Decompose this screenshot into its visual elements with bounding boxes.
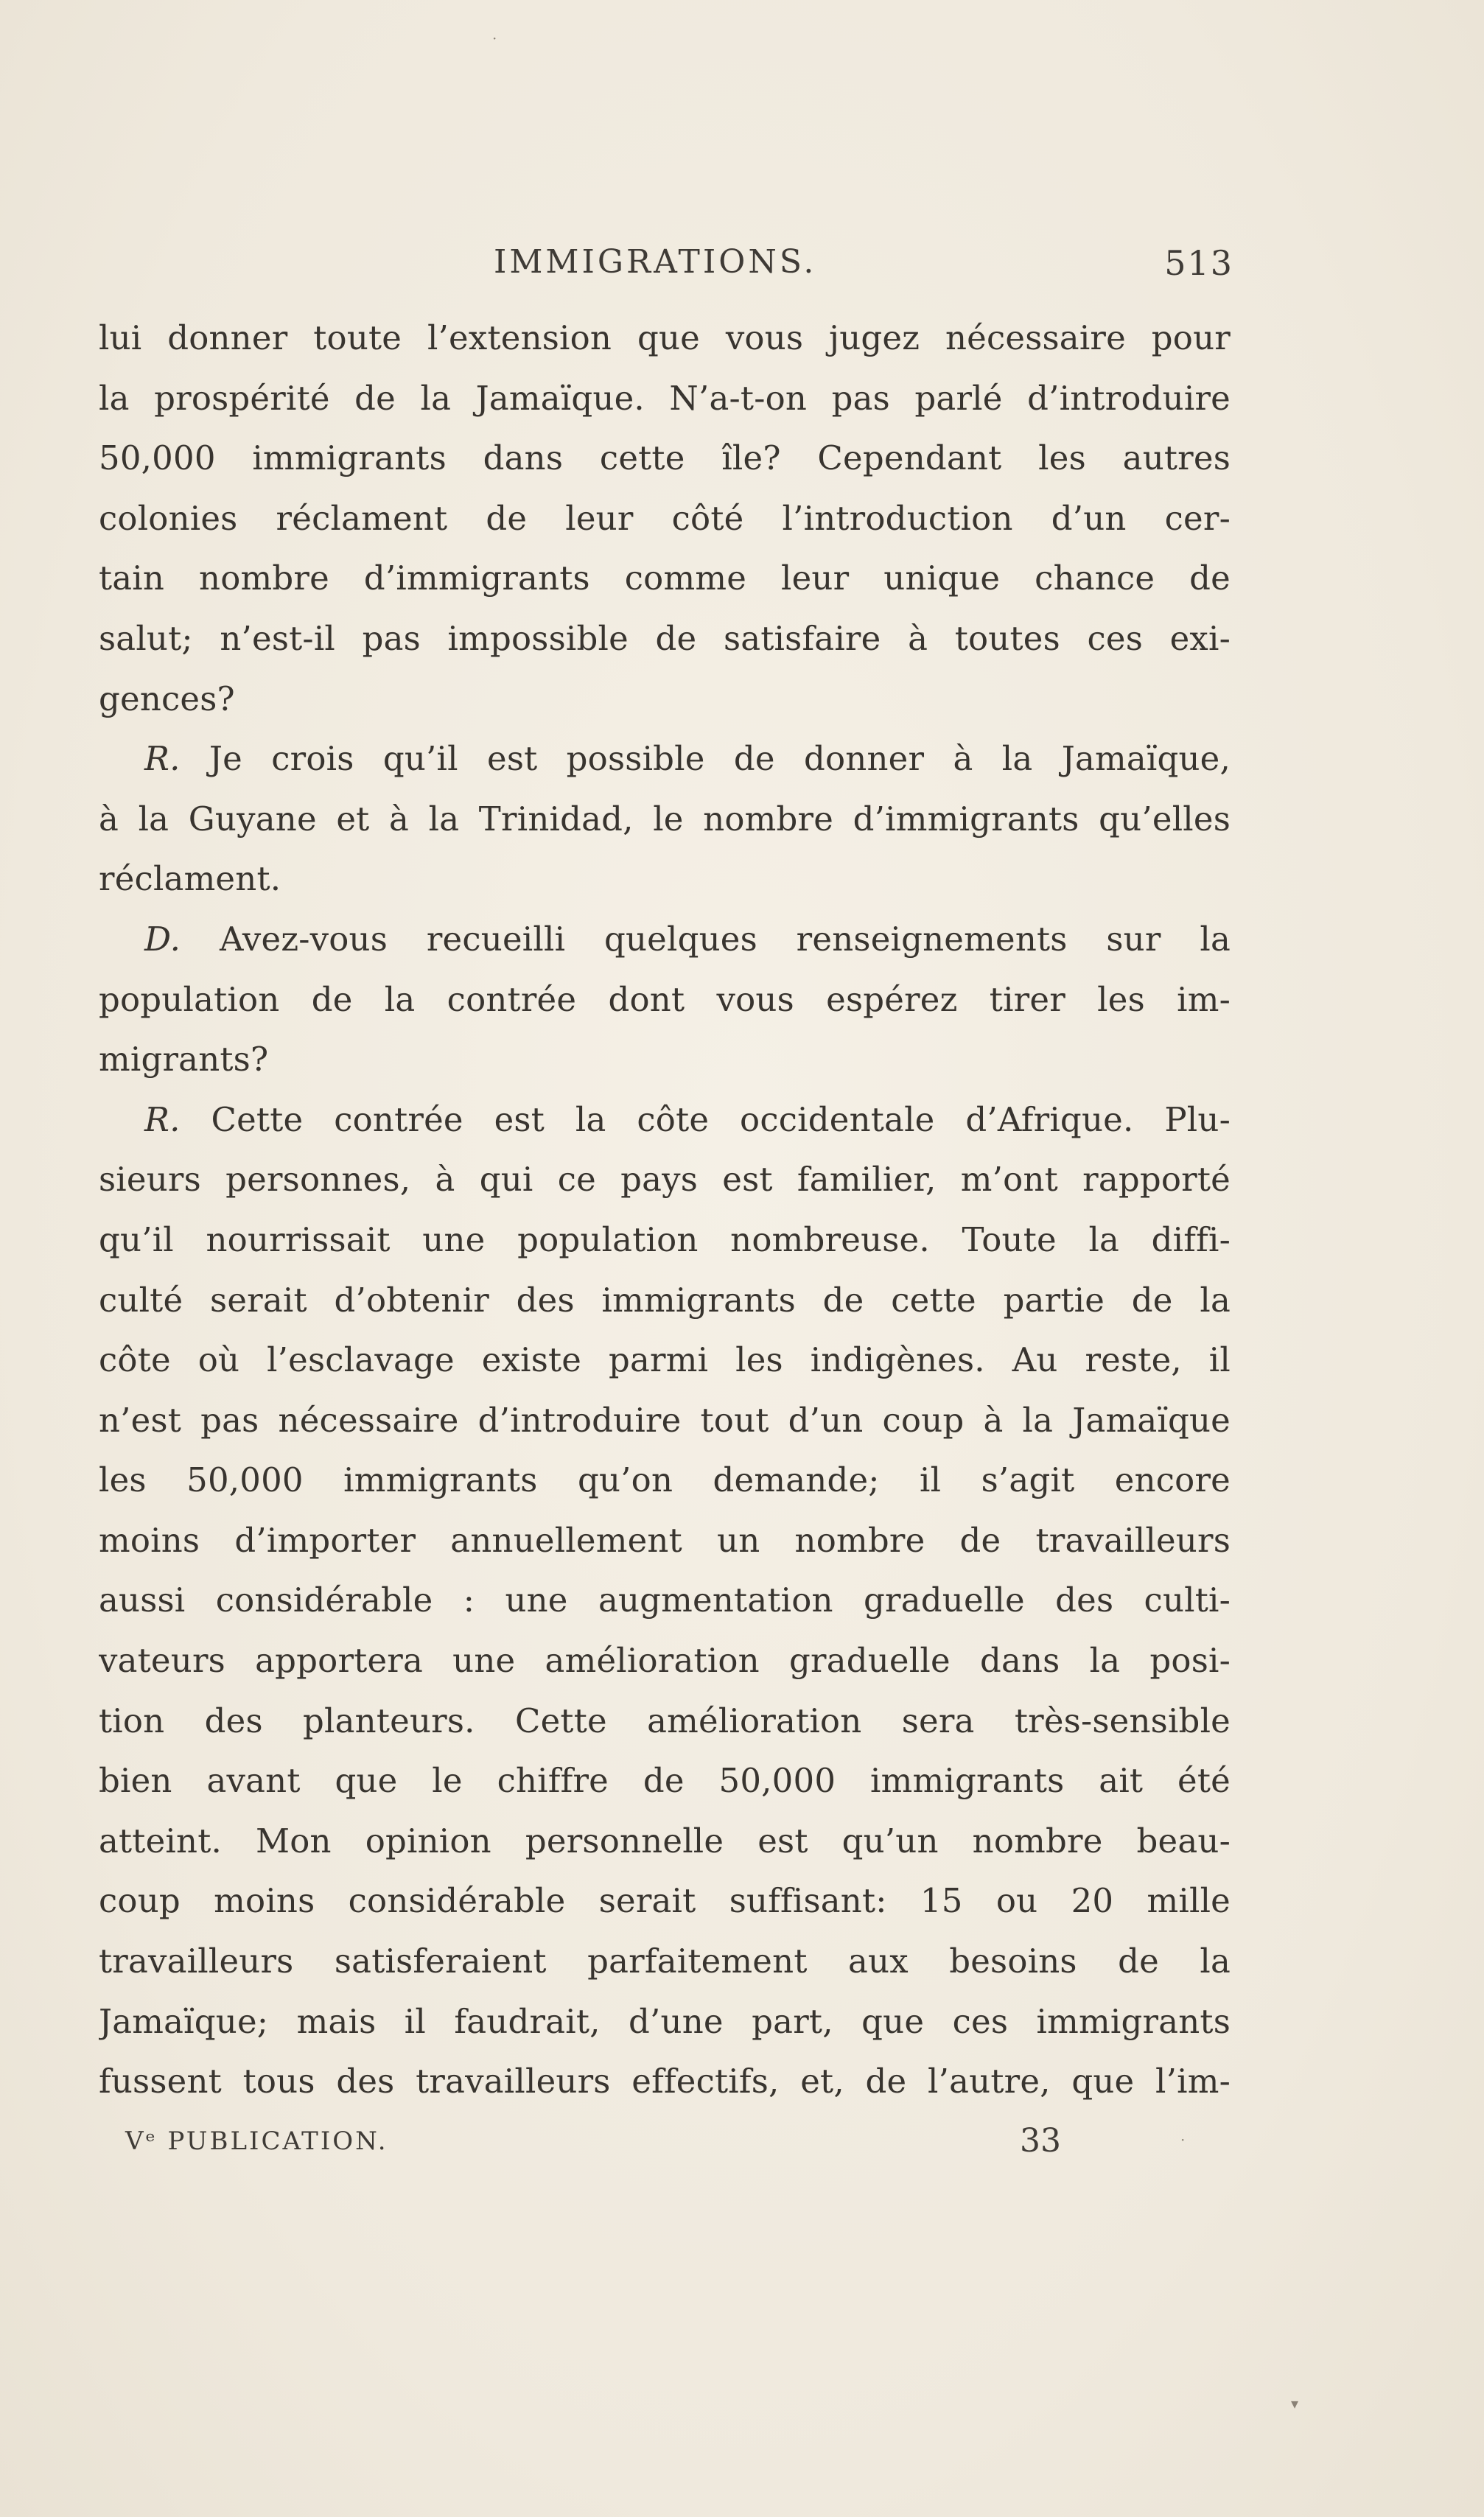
text-line — [99, 1510, 1231, 1571]
line-text: gences? — [99, 679, 235, 718]
line-text: lui donner toute l’extension que vous jugez nécessaire pour — [99, 318, 1231, 357]
speaker-label: D. — [144, 919, 181, 959]
text-line — [99, 729, 1231, 789]
line-text: migrants? — [99, 1040, 269, 1079]
line-text: salut; n’est-il pas impossible de satisfaire à toutes ces exi- — [99, 618, 1231, 658]
text-line — [99, 308, 1231, 368]
text-line — [99, 970, 1231, 1030]
text-line — [99, 1090, 1231, 1150]
line-text: n’est pas nécessaire d’introduire tout d’un coup à la Jamaïque — [99, 1400, 1231, 1440]
text-line — [99, 609, 1231, 669]
line-text: tain nombre d’immigrants comme leur unique chance de — [99, 559, 1231, 598]
text-line — [99, 1631, 1231, 1691]
line-text: à la Guyane et à la Trinidad, le nombre d’immigrants qu’elles — [99, 799, 1231, 839]
line-text: la prospérité de la Jamaïque. N’a-t-on pas parlé d’introduire — [99, 378, 1231, 418]
line-text: colonies réclament de leur côté l’introduction d’un cer- — [99, 498, 1231, 538]
text-line — [99, 669, 1231, 729]
body-text — [99, 308, 1231, 2112]
line-text: côte où l’esclavage existe parmi les indigènes. Au reste, il — [99, 1340, 1231, 1380]
line-text: coup moins considérable serait suffisant: 15 ou 20 mille — [99, 1881, 1231, 1921]
text-line — [99, 1811, 1231, 1872]
line-text: Jamaïque; mais il faudrait, d’une part, que ces immigrants — [99, 2001, 1231, 2041]
text-line — [99, 368, 1231, 429]
text-line — [99, 1751, 1231, 1811]
text-line — [99, 1931, 1231, 1992]
text-line — [99, 1330, 1231, 1390]
text-line — [99, 1570, 1231, 1631]
line-text: réclament. — [99, 859, 281, 899]
text-line — [99, 548, 1231, 609]
text-line — [99, 1450, 1231, 1510]
running-title: IMMIGRATIONS. — [494, 243, 817, 281]
line-text: Cette contrée est la côte occidentale d’Afrique. Plu- — [211, 1099, 1231, 1139]
line-text: les 50,000 immigrants qu’on demande; il s’agit encore — [99, 1460, 1231, 1500]
line-text: vateurs apportera une amélioration graduelle dans la posi- — [99, 1641, 1231, 1681]
text-line — [99, 1029, 1231, 1090]
line-text: culté serait d’obtenir des immigrants de cette partie de la — [99, 1280, 1231, 1320]
text-line — [99, 489, 1231, 549]
line-text: fussent tous des travailleurs effectifs, et, de l’autre, que l’im- — [99, 2062, 1231, 2101]
line-text: qu’il nourrissait une population nombreuse. Toute la diffi- — [99, 1219, 1231, 1259]
line-text: bien avant que le chiffre de 50,000 immigrants ait été — [99, 1761, 1231, 1801]
text-line — [99, 1210, 1231, 1270]
line-text: Je crois qu’il est possible de donner à la Jamaïque, — [209, 739, 1231, 779]
page-number: 513 — [1164, 243, 1233, 283]
publication-label: Vᵉ PUBLICATION. — [125, 2126, 388, 2156]
line-text: moins d’importer annuellement un nombre de travailleurs — [99, 1520, 1231, 1560]
speaker-label: R. — [144, 1099, 181, 1139]
line-text: 50,000 immigrants dans cette île? Cependant les autres — [99, 438, 1231, 478]
text-line — [99, 909, 1231, 970]
line-text: population de la contrée dont vous espérez tirer les im- — [99, 979, 1231, 1019]
text-line — [99, 849, 1231, 909]
paper-speck: · — [1180, 2131, 1186, 2149]
line-text: travailleurs satisferaient parfaitement aux besoins de la — [99, 1942, 1231, 1981]
text-line — [99, 1871, 1231, 1931]
line-text: Avez-vous recueilli quelques renseignements sur la — [220, 919, 1231, 959]
page-footer — [99, 2122, 1233, 2166]
text-line — [99, 1992, 1231, 2052]
text-line — [99, 789, 1231, 850]
signature-mark: 33 — [1020, 2122, 1061, 2160]
text-line — [99, 428, 1231, 489]
text-line — [99, 1270, 1231, 1331]
paper-speck: · — [492, 29, 497, 47]
paper-speck: ▾ — [1291, 2395, 1299, 2412]
running-header — [99, 243, 1233, 295]
line-text: aussi considérable : une augmentation graduelle des culti- — [99, 1580, 1231, 1620]
speaker-label: R. — [144, 739, 181, 779]
line-text: sieurs personnes, à qui ce pays est familier, m’ont rapporté — [99, 1160, 1231, 1200]
line-text: atteint. Mon opinion personnelle est qu’un nombre beau- — [99, 1821, 1231, 1860]
text-line — [99, 2051, 1231, 2112]
text-line — [99, 1149, 1231, 1210]
line-text: tion des planteurs. Cette amélioration sera très-sensible — [99, 1701, 1231, 1740]
text-line — [99, 1390, 1231, 1451]
text-line — [99, 1691, 1231, 1751]
